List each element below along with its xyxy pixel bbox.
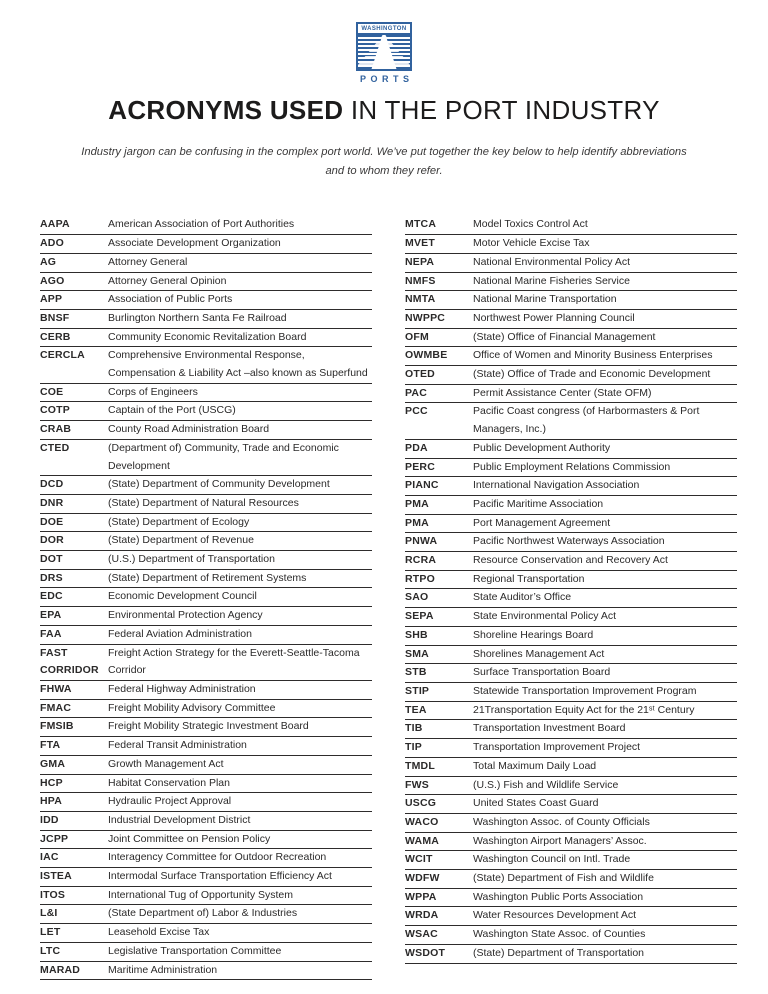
acronym-label: NEPA bbox=[405, 255, 435, 268]
acronym-label: CERCLA bbox=[40, 349, 85, 362]
table-row bbox=[405, 720, 737, 739]
acronym-label: AAPA bbox=[40, 218, 70, 231]
table-row bbox=[405, 608, 737, 627]
table-row bbox=[40, 273, 372, 292]
table-row bbox=[40, 812, 372, 831]
table-row bbox=[40, 756, 372, 775]
definition-text: United States Coast Guard bbox=[473, 797, 599, 810]
acronym-label: AG bbox=[40, 255, 57, 268]
acronym-table bbox=[0, 216, 768, 980]
acronym-label: WDFW bbox=[405, 872, 440, 885]
definition-text: Legislative Transportation Committee bbox=[108, 944, 282, 957]
definition-text: Federal Transit Administration bbox=[108, 739, 247, 752]
acronym-label: MTCA bbox=[405, 218, 437, 231]
table-row bbox=[405, 739, 737, 758]
definition-text: Permit Assistance Center (State OFM) bbox=[473, 386, 652, 399]
table-row bbox=[405, 777, 737, 796]
table-row bbox=[40, 235, 372, 254]
table-row bbox=[40, 588, 372, 607]
table-row bbox=[40, 924, 372, 943]
acronym-column-right bbox=[405, 216, 737, 963]
table-row bbox=[405, 664, 737, 683]
table-row bbox=[40, 645, 372, 681]
acronym-label: IAC bbox=[40, 851, 59, 864]
washington-ports-logo bbox=[356, 22, 412, 84]
table-row bbox=[405, 870, 737, 889]
acronym-label: ISTEA bbox=[40, 870, 72, 883]
definition-text: (U.S.) Fish and Wildlife Service bbox=[473, 778, 619, 791]
table-row bbox=[40, 254, 372, 273]
definition-text: (State) Department of Ecology bbox=[108, 515, 250, 528]
table-row bbox=[40, 943, 372, 962]
acronym-label: WCIT bbox=[405, 853, 433, 866]
acronym-label: JCPP bbox=[40, 832, 69, 845]
definition-text: (State) Department of Revenue bbox=[108, 534, 254, 547]
table-row bbox=[405, 533, 737, 552]
acronym-label: PDA bbox=[405, 441, 428, 454]
definition-text: (State) Department of Community Development bbox=[108, 478, 330, 491]
acronym-label: ITOS bbox=[40, 888, 66, 901]
table-row bbox=[405, 291, 737, 310]
acronym-label: SHB bbox=[405, 628, 428, 641]
definition-text: Washington State Assoc. of Counties bbox=[473, 928, 646, 941]
acronym-label: NMFS bbox=[405, 274, 436, 287]
table-row bbox=[40, 440, 372, 476]
table-row bbox=[40, 868, 372, 887]
acronym-label: LET bbox=[40, 926, 61, 939]
table-row bbox=[40, 887, 372, 906]
table-row bbox=[40, 737, 372, 756]
acronym-label: GMA bbox=[40, 757, 66, 770]
acronym-label: PNWA bbox=[405, 535, 438, 548]
acronym-label: PAC bbox=[405, 386, 427, 399]
table-row bbox=[40, 570, 372, 589]
acronym-label: DOT bbox=[40, 553, 63, 566]
acronym-label: APP bbox=[40, 293, 63, 306]
table-row bbox=[405, 758, 737, 777]
table-row bbox=[405, 926, 737, 945]
page-title bbox=[0, 95, 768, 126]
acronym-label: FMAC bbox=[40, 701, 72, 714]
acronym-label: PERC bbox=[405, 460, 435, 473]
acronym-label: PIANC bbox=[405, 479, 439, 492]
table-row bbox=[40, 849, 372, 868]
table-row bbox=[405, 795, 737, 814]
acronym-label: WRDA bbox=[405, 909, 439, 922]
table-row bbox=[405, 889, 737, 908]
table-row bbox=[40, 421, 372, 440]
acronym-label: FHWA bbox=[40, 682, 72, 695]
definition-text: Captain of the Port (USCG) bbox=[108, 404, 236, 417]
definition-text: Attorney General Opinion bbox=[108, 274, 227, 287]
definition-text: Environmental Protection Agency bbox=[108, 609, 263, 622]
subtitle-line-2: and to whom they refer. bbox=[325, 165, 443, 178]
acronym-label: NMTA bbox=[405, 293, 436, 306]
definition-text: Public Employment Relations Commission bbox=[473, 460, 671, 473]
table-row bbox=[40, 962, 372, 981]
table-row bbox=[40, 793, 372, 812]
definition-text: Attorney General bbox=[108, 255, 188, 268]
definition-text: Washington Public Ports Association bbox=[473, 890, 644, 903]
acronym-label: DOR bbox=[40, 534, 64, 547]
acronym-label: EPA bbox=[40, 609, 62, 622]
acronym-label: TIB bbox=[405, 722, 423, 735]
definition-text: Intermodal Surface Transportation Efficiency Act bbox=[108, 870, 332, 883]
acronym-label: EDC bbox=[40, 590, 63, 603]
definition-text: (State Department of) Labor & Industries bbox=[108, 907, 298, 920]
definition-text: (State) Department of Fish and Wildlife bbox=[473, 872, 654, 885]
table-row bbox=[405, 702, 737, 721]
definition-text: County Road Administration Board bbox=[108, 423, 270, 436]
subtitle-line-1: Industry jargon can be confusing in the complex port world. We’ve put together the key below to help identify abbreviations bbox=[81, 146, 687, 159]
acronym-label: L&I bbox=[40, 907, 58, 920]
acronym-label: HCP bbox=[40, 776, 63, 789]
definition-text: Associate Development Organization bbox=[108, 237, 281, 250]
table-row bbox=[40, 551, 372, 570]
table-row bbox=[405, 347, 737, 366]
definition-text: Community Economic Revitalization Board bbox=[108, 330, 307, 343]
logo-washington-text: WASHINGTON bbox=[358, 24, 410, 35]
definition-text: Freight Mobility Strategic Investment Board bbox=[108, 720, 309, 733]
table-row bbox=[40, 347, 372, 383]
table-row bbox=[405, 945, 737, 964]
definition-text: (State) Office of Trade and Economic Development bbox=[473, 368, 711, 381]
definition-text: Pacific Northwest Waterways Association bbox=[473, 535, 665, 548]
acronym-label: ADO bbox=[40, 237, 64, 250]
table-row bbox=[405, 814, 737, 833]
definition-text: Corps of Engineers bbox=[108, 385, 198, 398]
table-row bbox=[40, 384, 372, 403]
table-row bbox=[40, 402, 372, 421]
definition-text: Federal Aviation Administration bbox=[108, 627, 252, 640]
table-row bbox=[405, 627, 737, 646]
acronym-label: MARAD bbox=[40, 963, 81, 976]
acronym-label: LTC bbox=[40, 944, 61, 957]
table-row bbox=[40, 681, 372, 700]
definition-text: Hydraulic Project Approval bbox=[108, 795, 232, 808]
acronym-label: COTP bbox=[40, 404, 70, 417]
definition-text: Transportation Investment Board bbox=[473, 722, 626, 735]
acronym-label: USCG bbox=[405, 797, 437, 810]
acronym-label: OTED bbox=[405, 368, 435, 381]
definition-text: Shoreline Hearings Board bbox=[473, 628, 594, 641]
table-row bbox=[405, 646, 737, 665]
acronym-label: OFM bbox=[405, 330, 429, 343]
table-row bbox=[405, 216, 737, 235]
acronym-label: DRS bbox=[40, 571, 63, 584]
definition-text: (State) Department of Transportation bbox=[473, 946, 644, 959]
page-title-rest: IN THE PORT INDUSTRY bbox=[350, 95, 660, 125]
acronym-column-left bbox=[40, 216, 372, 980]
acronym-label: WSDOT bbox=[405, 946, 446, 959]
acronym-label: OWMBE bbox=[405, 349, 448, 362]
definition-text: Washington Assoc. of County Officials bbox=[473, 815, 650, 828]
acronym-label: TMDL bbox=[405, 759, 435, 772]
definition-text: Economic Development Council bbox=[108, 590, 257, 603]
acronym-label: WAMA bbox=[405, 834, 440, 847]
table-row bbox=[405, 366, 737, 385]
table-row bbox=[40, 700, 372, 719]
definition-text: National Marine Fisheries Service bbox=[473, 274, 630, 287]
definition-text: (Department of) Community, Trade and Economic Development bbox=[108, 441, 339, 472]
definition-text: Maritime Administration bbox=[108, 963, 218, 976]
definition-text: National Marine Transportation bbox=[473, 293, 617, 306]
definition-text: Office of Women and Minority Business Enterprises bbox=[473, 349, 713, 362]
acronym-label: DOE bbox=[40, 515, 64, 528]
definition-text: Port Management Agreement bbox=[473, 516, 611, 529]
definition-text: Regional Transportation bbox=[473, 572, 585, 585]
table-row bbox=[405, 477, 737, 496]
definition-text: Northwest Power Planning Council bbox=[473, 311, 635, 324]
table-row bbox=[40, 718, 372, 737]
table-row bbox=[405, 683, 737, 702]
acronym-label: STIP bbox=[405, 684, 430, 697]
table-row bbox=[40, 831, 372, 850]
definition-text: (State) Department of Retirement Systems bbox=[108, 571, 307, 584]
acronym-label: PMA bbox=[405, 497, 429, 510]
definition-text: 21Transportation Equity Act for the 21ˢᵗ Century bbox=[473, 703, 695, 716]
acronym-label: MVET bbox=[405, 237, 435, 250]
table-row bbox=[405, 273, 737, 292]
definition-text: Pacific Coast congress (of Harbormasters & Port Managers, Inc.) bbox=[473, 405, 700, 436]
acronym-label: DCD bbox=[40, 478, 64, 491]
definition-text: Shorelines Management Act bbox=[473, 647, 605, 660]
acronym-label: RTPO bbox=[405, 572, 435, 585]
logo-stripes-icon bbox=[358, 35, 410, 69]
table-row bbox=[40, 514, 372, 533]
table-row bbox=[40, 775, 372, 794]
acronym-label: TEA bbox=[405, 703, 427, 716]
definition-text: Association of Public Ports bbox=[108, 293, 233, 306]
definition-text: Joint Committee on Pension Policy bbox=[108, 832, 271, 845]
acronym-label: PMA bbox=[405, 516, 429, 529]
definition-text: Habitat Conservation Plan bbox=[108, 776, 230, 789]
definition-text: Pacific Maritime Association bbox=[473, 497, 604, 510]
definition-text: Leasehold Excise Tax bbox=[108, 926, 210, 939]
definition-text: Freight Action Strategy for the Everett-Seattle-Tacoma Corridor bbox=[108, 646, 360, 677]
acronym-label: AGO bbox=[40, 274, 65, 287]
acronym-label: COE bbox=[40, 385, 64, 398]
acronym-label: DNR bbox=[40, 496, 64, 509]
table-row bbox=[40, 291, 372, 310]
acronym-label: CTED bbox=[40, 441, 70, 454]
definition-text: Federal Highway Administration bbox=[108, 682, 256, 695]
acronym-label: WACO bbox=[405, 815, 439, 828]
acronym-label: SMA bbox=[405, 647, 429, 660]
definition-text: Interagency Committee for Outdoor Recreation bbox=[108, 851, 327, 864]
table-row bbox=[40, 905, 372, 924]
table-row bbox=[405, 235, 737, 254]
table-row bbox=[405, 310, 737, 329]
acronym-label: STB bbox=[405, 666, 427, 679]
table-row bbox=[40, 329, 372, 348]
acronym-label: CERB bbox=[40, 330, 71, 343]
table-row bbox=[40, 532, 372, 551]
definition-text: State Auditor’s Office bbox=[473, 591, 572, 604]
table-row bbox=[405, 833, 737, 852]
definition-text: International Navigation Association bbox=[473, 479, 640, 492]
table-row bbox=[40, 626, 372, 645]
table-row bbox=[40, 495, 372, 514]
definition-text: Total Maximum Daily Load bbox=[473, 759, 597, 772]
table-row bbox=[405, 385, 737, 404]
acronym-label: SEPA bbox=[405, 610, 434, 623]
definition-text: Freight Mobility Advisory Committee bbox=[108, 701, 276, 714]
table-row bbox=[405, 589, 737, 608]
definition-text: American Association of Port Authorities bbox=[108, 218, 295, 231]
page-subtitle bbox=[0, 143, 768, 181]
table-row bbox=[405, 515, 737, 534]
definition-text: Statewide Transportation Improvement Program bbox=[473, 684, 697, 697]
table-row bbox=[40, 607, 372, 626]
definition-text: Growth Management Act bbox=[108, 757, 224, 770]
definition-text: (State) Department of Natural Resources bbox=[108, 496, 299, 509]
definition-text: Public Development Authority bbox=[473, 441, 611, 454]
definition-text: Transportation Improvement Project bbox=[473, 741, 641, 754]
definition-text: National Environmental Policy Act bbox=[473, 255, 630, 268]
definition-text: Comprehensive Environmental Response, Compensation & Liability Act –also known as Superfund bbox=[108, 349, 368, 380]
acronym-label: FMSIB bbox=[40, 720, 74, 733]
definition-text: Resource Conservation and Recovery Act bbox=[473, 554, 668, 567]
definition-text: Water Resources Development Act bbox=[473, 909, 637, 922]
acronym-label: SAO bbox=[405, 591, 429, 604]
definition-text: (U.S.) Department of Transportation bbox=[108, 553, 275, 566]
acronym-label: FTA bbox=[40, 739, 61, 752]
table-row bbox=[40, 310, 372, 329]
definition-text: International Tug of Opportunity System bbox=[108, 888, 294, 901]
table-row bbox=[405, 440, 737, 459]
logo-ports-text: PORTS bbox=[360, 74, 414, 84]
table-row bbox=[405, 459, 737, 478]
acronym-label: FWS bbox=[405, 778, 429, 791]
acronym-label: WSAC bbox=[405, 928, 438, 941]
definition-text: Washington Airport Managers’ Assoc. bbox=[473, 834, 647, 847]
acronym-label: WPPA bbox=[405, 890, 437, 903]
table-row bbox=[405, 907, 737, 926]
acronym-label: NWPPC bbox=[405, 311, 446, 324]
logo-box bbox=[356, 22, 412, 71]
definition-text: Industrial Development District bbox=[108, 813, 251, 826]
acronym-label: HPA bbox=[40, 795, 62, 808]
page-title-bold: ACRONYMS USED bbox=[108, 95, 344, 125]
acronym-label: CRAB bbox=[40, 423, 72, 436]
definition-text: Burlington Northern Santa Fe Railroad bbox=[108, 311, 287, 324]
acronym-label: FAA bbox=[40, 627, 62, 640]
table-row bbox=[405, 403, 737, 439]
acronym-label: FAST CORRIDOR bbox=[40, 646, 99, 677]
definition-text: Surface Transportation Board bbox=[473, 666, 611, 679]
table-row bbox=[405, 571, 737, 590]
table-row bbox=[405, 329, 737, 348]
acronym-label: BNSF bbox=[40, 311, 70, 324]
definition-text: Motor Vehicle Excise Tax bbox=[473, 237, 590, 250]
table-row bbox=[405, 254, 737, 273]
acronym-label: RCRA bbox=[405, 554, 437, 567]
table-row bbox=[40, 476, 372, 495]
definition-text: Washington Council on Intl. Trade bbox=[473, 853, 631, 866]
table-row bbox=[405, 552, 737, 571]
acronym-label: TIP bbox=[405, 741, 422, 754]
table-row bbox=[405, 851, 737, 870]
table-row bbox=[405, 496, 737, 515]
acronym-label: IDD bbox=[40, 813, 59, 826]
acronym-label: PCC bbox=[405, 405, 428, 418]
definition-text: Model Toxics Control Act bbox=[473, 218, 588, 231]
definition-text: (State) Office of Financial Management bbox=[473, 330, 656, 343]
table-row bbox=[40, 216, 372, 235]
definition-text: State Environmental Policy Act bbox=[473, 610, 616, 623]
